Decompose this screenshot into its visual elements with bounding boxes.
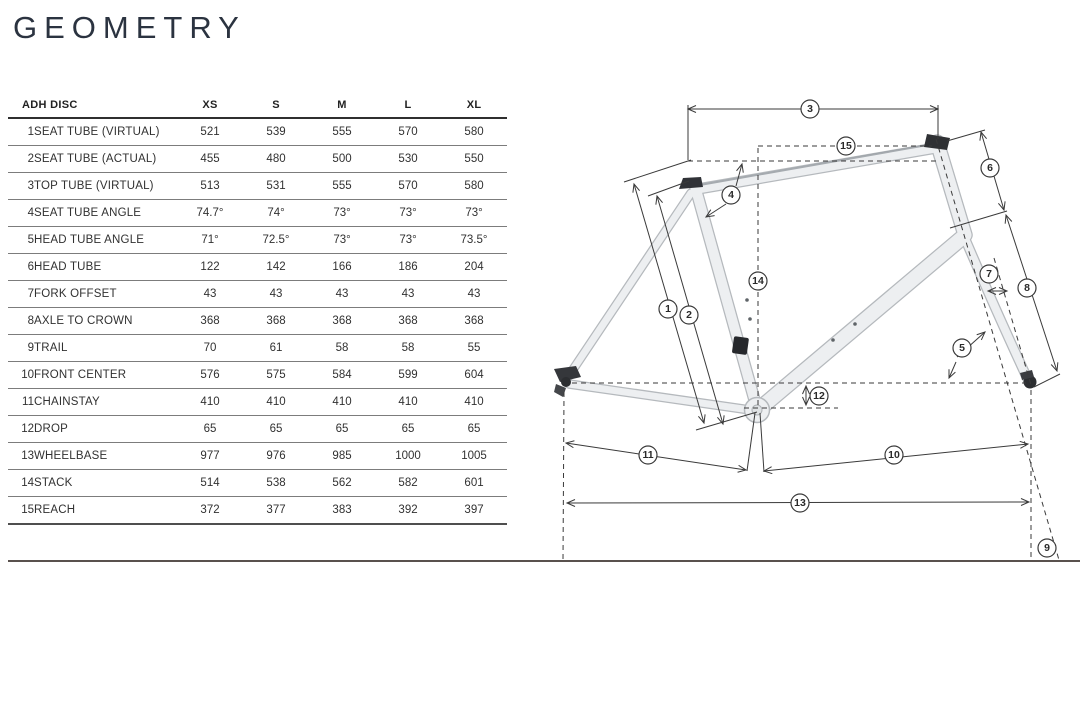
svg-text:11: 11 xyxy=(642,449,654,461)
value-m: 43 xyxy=(309,281,375,308)
value-s: 377 xyxy=(243,497,309,525)
value-s: 538 xyxy=(243,470,309,497)
row-num: 3 xyxy=(8,173,34,200)
value-l: 392 xyxy=(375,497,441,525)
row-num: 2 xyxy=(8,146,34,173)
row-num: 1 xyxy=(8,118,34,146)
row-label: HEAD TUBE xyxy=(34,254,177,281)
row-label: REACH xyxy=(34,497,177,525)
value-xl: 601 xyxy=(441,470,507,497)
value-s: 531 xyxy=(243,173,309,200)
value-s: 575 xyxy=(243,362,309,389)
table-row xyxy=(8,118,507,146)
table-row xyxy=(8,200,507,227)
table-row xyxy=(8,335,507,362)
value-xl: 580 xyxy=(441,118,507,146)
page-title: GEOMETRY xyxy=(13,10,246,45)
value-m: 985 xyxy=(309,443,375,470)
value-l: 570 xyxy=(375,173,441,200)
value-xs: 65 xyxy=(177,416,243,443)
table-row xyxy=(8,254,507,281)
row-label: FORK OFFSET xyxy=(34,281,177,308)
callout-2 xyxy=(680,306,698,324)
construction-lines xyxy=(563,139,1059,560)
svg-text:1: 1 xyxy=(665,303,671,315)
value-s: 976 xyxy=(243,443,309,470)
value-xl: 550 xyxy=(441,146,507,173)
row-num: 9 xyxy=(8,335,34,362)
value-xl: 604 xyxy=(441,362,507,389)
value-xl: 397 xyxy=(441,497,507,525)
value-l: 73° xyxy=(375,200,441,227)
callout-3 xyxy=(801,100,819,118)
callout-6 xyxy=(981,159,999,177)
row-num: 10 xyxy=(8,362,34,389)
value-l: 65 xyxy=(375,416,441,443)
svg-text:10: 10 xyxy=(888,449,900,461)
value-xs: 576 xyxy=(177,362,243,389)
value-l: 58 xyxy=(375,335,441,362)
value-xl: 1005 xyxy=(441,443,507,470)
callout-15 xyxy=(837,137,855,155)
value-xl: 43 xyxy=(441,281,507,308)
row-label: HEAD TUBE ANGLE xyxy=(34,227,177,254)
value-l: 582 xyxy=(375,470,441,497)
rear-axle xyxy=(561,377,571,387)
value-xl: 65 xyxy=(441,416,507,443)
row-label: SEAT TUBE (VIRTUAL) xyxy=(34,118,177,146)
value-m: 562 xyxy=(309,470,375,497)
value-m: 368 xyxy=(309,308,375,335)
row-label: SEAT TUBE ANGLE xyxy=(34,200,177,227)
row-num: 15 xyxy=(8,497,34,525)
row-num: 4 xyxy=(8,200,34,227)
value-xl: 368 xyxy=(441,308,507,335)
callout-10 xyxy=(885,446,903,464)
table-row xyxy=(8,416,507,443)
ground-line xyxy=(8,560,1080,562)
callout-5 xyxy=(953,339,971,357)
bike-frame-illustration xyxy=(554,134,1037,423)
row-label: FRONT CENTER xyxy=(34,362,177,389)
table-row xyxy=(8,173,507,200)
value-s: 539 xyxy=(243,118,309,146)
value-l: 1000 xyxy=(375,443,441,470)
table-row xyxy=(8,443,507,470)
callout-11 xyxy=(639,446,657,464)
row-num: 11 xyxy=(8,389,34,416)
callout-4 xyxy=(722,186,740,204)
svg-text:12: 12 xyxy=(813,390,825,402)
value-l: 570 xyxy=(375,118,441,146)
value-xl: 73.5° xyxy=(441,227,507,254)
value-m: 73° xyxy=(309,200,375,227)
value-m: 73° xyxy=(309,227,375,254)
callout-8 xyxy=(1018,279,1036,297)
value-m: 410 xyxy=(309,389,375,416)
value-xl: 73° xyxy=(441,200,507,227)
size-column-m: M xyxy=(309,99,375,118)
row-label: DROP xyxy=(34,416,177,443)
table-row xyxy=(8,362,507,389)
value-s: 368 xyxy=(243,308,309,335)
callout-14 xyxy=(749,272,767,290)
svg-text:13: 13 xyxy=(794,497,806,509)
table-row xyxy=(8,308,507,335)
size-column-xl: XL xyxy=(441,99,507,118)
value-xs: 977 xyxy=(177,443,243,470)
value-xs: 43 xyxy=(177,281,243,308)
value-xl: 580 xyxy=(441,173,507,200)
row-num: 13 xyxy=(8,443,34,470)
value-xl: 55 xyxy=(441,335,507,362)
svg-text:6: 6 xyxy=(987,162,993,174)
callout-9 xyxy=(1038,539,1056,557)
row-num: 8 xyxy=(8,308,34,335)
geometry-table xyxy=(8,99,507,525)
bike-geometry-diagram xyxy=(540,80,1080,580)
value-l: 530 xyxy=(375,146,441,173)
value-xs: 372 xyxy=(177,497,243,525)
value-s: 142 xyxy=(243,254,309,281)
value-xs: 513 xyxy=(177,173,243,200)
value-xs: 521 xyxy=(177,118,243,146)
value-s: 410 xyxy=(243,389,309,416)
value-xs: 70 xyxy=(177,335,243,362)
value-m: 65 xyxy=(309,416,375,443)
value-m: 166 xyxy=(309,254,375,281)
value-xl: 410 xyxy=(441,389,507,416)
value-s: 74° xyxy=(243,200,309,227)
value-l: 599 xyxy=(375,362,441,389)
value-m: 58 xyxy=(309,335,375,362)
svg-text:4: 4 xyxy=(728,189,734,201)
value-m: 555 xyxy=(309,118,375,146)
svg-text:2: 2 xyxy=(686,309,692,321)
row-label: SEAT TUBE (ACTUAL) xyxy=(34,146,177,173)
callout-1 xyxy=(659,300,677,318)
front-derailleur-mount xyxy=(732,336,749,355)
value-s: 43 xyxy=(243,281,309,308)
value-m: 555 xyxy=(309,173,375,200)
value-s: 480 xyxy=(243,146,309,173)
value-s: 61 xyxy=(243,335,309,362)
row-num: 7 xyxy=(8,281,34,308)
svg-text:15: 15 xyxy=(840,140,852,152)
value-m: 500 xyxy=(309,146,375,173)
row-label: CHAINSTAY xyxy=(34,389,177,416)
table-row xyxy=(8,146,507,173)
size-column-l: L xyxy=(375,99,441,118)
svg-text:9: 9 xyxy=(1044,542,1050,554)
callout-12 xyxy=(810,387,828,405)
row-label: TOP TUBE (VIRTUAL) xyxy=(34,173,177,200)
value-xs: 71° xyxy=(177,227,243,254)
table-row xyxy=(8,389,507,416)
size-column-xs: XS xyxy=(177,99,243,118)
value-xs: 368 xyxy=(177,308,243,335)
table-header-row xyxy=(8,99,507,118)
value-m: 383 xyxy=(309,497,375,525)
value-l: 186 xyxy=(375,254,441,281)
row-label: STACK xyxy=(34,470,177,497)
value-xs: 514 xyxy=(177,470,243,497)
row-label: TRAIL xyxy=(34,335,177,362)
callout-13 xyxy=(791,494,809,512)
value-xs: 122 xyxy=(177,254,243,281)
svg-text:8: 8 xyxy=(1024,282,1030,294)
value-xs: 410 xyxy=(177,389,243,416)
size-column-s: S xyxy=(243,99,309,118)
value-l: 410 xyxy=(375,389,441,416)
table-row xyxy=(8,470,507,497)
value-s: 72.5° xyxy=(243,227,309,254)
callout-7 xyxy=(980,265,998,283)
value-l: 73° xyxy=(375,227,441,254)
svg-text:5: 5 xyxy=(959,342,965,354)
value-xs: 74.7° xyxy=(177,200,243,227)
table-row xyxy=(8,227,507,254)
svg-text:14: 14 xyxy=(752,275,764,287)
row-num: 5 xyxy=(8,227,34,254)
row-num: 12 xyxy=(8,416,34,443)
value-s: 65 xyxy=(243,416,309,443)
svg-text:7: 7 xyxy=(986,268,992,280)
value-m: 584 xyxy=(309,362,375,389)
value-l: 43 xyxy=(375,281,441,308)
row-label: AXLE TO CROWN xyxy=(34,308,177,335)
svg-text:3: 3 xyxy=(807,103,813,115)
value-xs: 455 xyxy=(177,146,243,173)
row-num: 14 xyxy=(8,470,34,497)
row-label: WHEELBASE xyxy=(34,443,177,470)
table-row xyxy=(8,497,507,525)
model-name-header: ADH DISC xyxy=(8,99,177,118)
value-xl: 204 xyxy=(441,254,507,281)
value-l: 368 xyxy=(375,308,441,335)
table-row xyxy=(8,281,507,308)
row-num: 6 xyxy=(8,254,34,281)
